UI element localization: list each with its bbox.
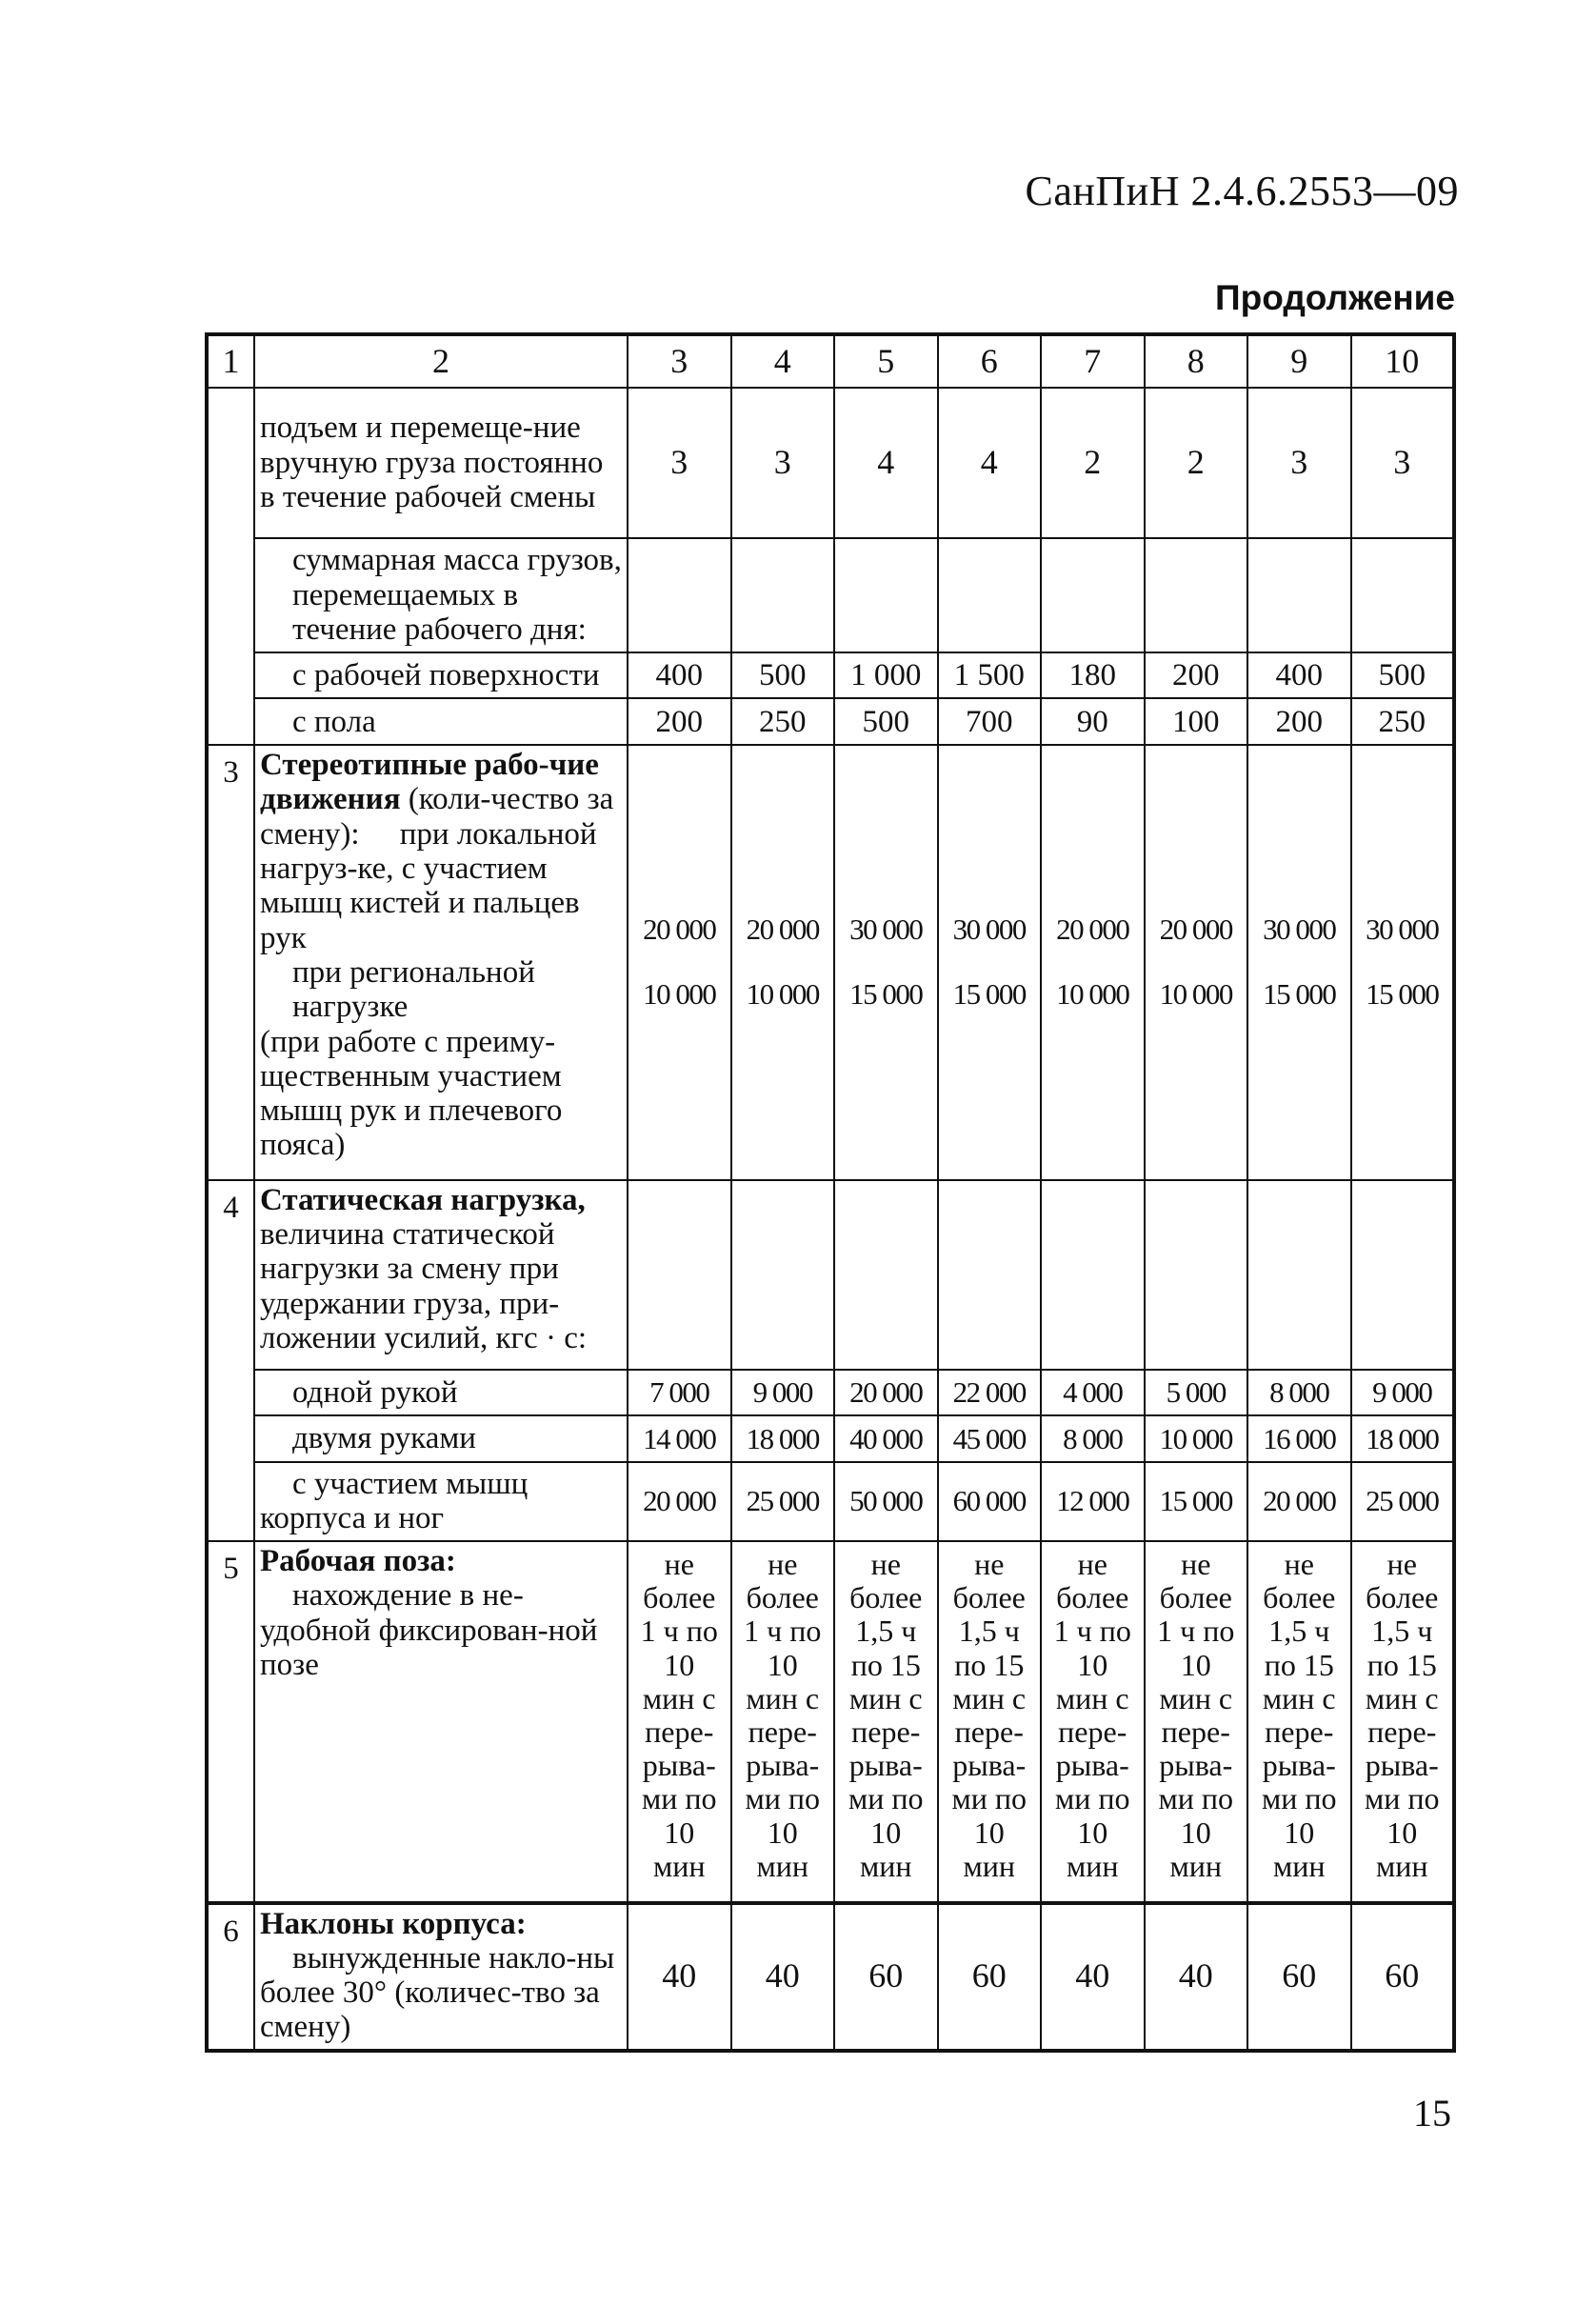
- table-cell: [1351, 745, 1455, 1180]
- column-number: 1: [207, 334, 254, 388]
- local-value: 30 000: [952, 912, 1026, 947]
- column-number: 5: [834, 334, 938, 388]
- table-row: [207, 1370, 1454, 1416]
- table-row: [207, 1903, 1454, 2052]
- column-number: 2: [254, 334, 628, 388]
- local-value: 30 000: [1263, 912, 1336, 947]
- table-cell: [938, 745, 1042, 1180]
- table-row: [207, 1462, 1454, 1541]
- table-row: [207, 652, 1454, 699]
- table-cell: 4: [834, 388, 938, 538]
- row-label: [254, 652, 628, 699]
- table-cell: 20 000: [834, 1370, 938, 1416]
- table-cell: 3: [731, 388, 835, 538]
- column-number: 4: [731, 334, 835, 388]
- table-cell: 60: [1247, 1903, 1351, 2052]
- row-label-text: двумя руками: [292, 1421, 476, 1456]
- local-load-label: при локальной нагруз-ке, с участием мышц кистей и пальцев рук: [260, 816, 597, 955]
- column-number: 10: [1351, 334, 1455, 388]
- table-cell: 22 000: [938, 1370, 1042, 1416]
- table-cell: 9 000: [1351, 1370, 1455, 1416]
- row-label: [254, 1462, 628, 1541]
- column-number: 8: [1145, 334, 1248, 388]
- table-cell: 40: [731, 1903, 835, 2052]
- row-label-text: суммарная масса грузов, перемещаемых в течение рабочего дня:: [292, 543, 622, 648]
- regional-value: 15 000: [952, 977, 1026, 1012]
- table-cell: 700: [938, 698, 1042, 745]
- table-cell: 14 000: [628, 1415, 731, 1462]
- column-number: 7: [1041, 334, 1145, 388]
- local-value: 20 000: [1056, 912, 1129, 947]
- table-cell: 25 000: [1351, 1462, 1455, 1541]
- table-cell: 18 000: [1351, 1415, 1455, 1462]
- table-cell: [1247, 745, 1351, 1180]
- table-row: [207, 745, 1454, 1180]
- table-cell: 25 000: [731, 1462, 835, 1541]
- table-cell: 20 000: [628, 1462, 731, 1541]
- row-label-text: нахождение в не-удобной фиксирован-ной позе: [260, 1578, 598, 1682]
- table-cell: 40 000: [834, 1415, 938, 1462]
- row-label: [254, 1903, 628, 2052]
- table-cell: 16 000: [1247, 1415, 1351, 1462]
- table-cell: 100: [1145, 698, 1248, 745]
- table-cell: [1041, 745, 1145, 1180]
- regional-load-note: (при работе с преиму-щественным участием мышц рук и плечевого пояса): [260, 1024, 563, 1163]
- row-label-text: с участием мышц корпуса и ног: [260, 1467, 529, 1536]
- table-cell: 2: [1145, 388, 1248, 538]
- table-cell: 90: [1041, 698, 1145, 745]
- continuation-label: Продолжение: [1215, 278, 1455, 317]
- row-label-text: одной рукой: [292, 1374, 458, 1410]
- table-cell: 3: [628, 388, 731, 538]
- row-number: 4: [207, 1180, 254, 1541]
- row-title: Статическая нагрузка,: [260, 1182, 586, 1217]
- table-row: [207, 1180, 1454, 1370]
- document-code: СанПиН 2.4.6.2553—09: [1025, 168, 1459, 214]
- local-value: 30 000: [849, 912, 923, 947]
- norms-table: [205, 332, 1456, 2053]
- column-number-row: [207, 334, 1454, 388]
- row-label: [254, 1180, 628, 1370]
- pose-cell: не более 1,5 ч по 15 мин с пере- рыва- ми по 10 мин: [938, 1541, 1042, 1902]
- row-label: [254, 745, 628, 1180]
- row-title: Наклоны корпуса:: [260, 1906, 527, 1941]
- column-number: 3: [628, 334, 731, 388]
- local-value: 20 000: [643, 912, 716, 947]
- table-row: [207, 1415, 1454, 1462]
- table-cell: 200: [628, 698, 731, 745]
- column-number: 6: [938, 334, 1042, 388]
- table-cell: 180: [1041, 652, 1145, 699]
- table-cell: 5 000: [1145, 1370, 1248, 1416]
- local-value: 20 000: [746, 912, 819, 947]
- table-cell: 4: [938, 388, 1042, 538]
- table-cell: 2: [1041, 388, 1145, 538]
- row-title-rest: (коли-чество за смену):: [260, 782, 614, 852]
- table-cell: 200: [1145, 652, 1248, 699]
- row-label: подъем и перемеще-ние вручную груза постоянно в течение рабочей смены: [254, 388, 628, 538]
- table-cell: 250: [731, 698, 835, 745]
- column-number: 9: [1247, 334, 1351, 388]
- table-cell: [731, 745, 835, 1180]
- table-cell: [1145, 745, 1248, 1180]
- table-cell: 45 000: [938, 1415, 1042, 1462]
- regional-value: 10 000: [1056, 977, 1129, 1012]
- regional-load-label: при региональной нагрузке: [292, 954, 535, 1025]
- table-cell: 40: [1041, 1903, 1145, 2052]
- row-label: [254, 1370, 628, 1416]
- local-value: 30 000: [1366, 912, 1439, 947]
- table-row: [207, 538, 1454, 652]
- row-label: [254, 698, 628, 745]
- row-number-cell: [207, 388, 254, 745]
- pose-cell: не более 1 ч по 10 мин с пере- рыва- ми по 10 мин: [1041, 1541, 1145, 1902]
- table-cell: 10 000: [1145, 1415, 1248, 1462]
- table-cell: 200: [1247, 698, 1351, 745]
- table-cell: 3: [1351, 388, 1455, 538]
- table-cell: 400: [1247, 652, 1351, 699]
- table-cell: 500: [731, 652, 835, 699]
- pose-cell: не более 1 ч по 10 мин с пере- рыва- ми по 10 мин: [731, 1541, 835, 1902]
- row-label-text: вынужденные накло-ны более 30° (количес-тво за смену): [260, 1940, 615, 2045]
- row-number: 3: [207, 745, 254, 1180]
- pose-cell: не более 1 ч по 10 мин с пере- рыва- ми по 10 мин: [628, 1541, 731, 1902]
- table-cell: 4 000: [1041, 1370, 1145, 1416]
- table-cell: 250: [1351, 698, 1455, 745]
- regional-value: 15 000: [849, 977, 923, 1012]
- table-cell: 15 000: [1145, 1462, 1248, 1541]
- row-label: [254, 1541, 628, 1902]
- page-number: 15: [1413, 2092, 1451, 2135]
- pose-cell: не более 1,5 ч по 15 мин с пере- рыва- ми по 10 мин: [834, 1541, 938, 1902]
- table-cell: [834, 745, 938, 1180]
- table-cell: 8 000: [1247, 1370, 1351, 1416]
- table-row: [207, 388, 1454, 538]
- table-cell: 40: [628, 1903, 731, 2052]
- table-cell: 400: [628, 652, 731, 699]
- row-label: [254, 1415, 628, 1462]
- row-title: Рабочая поза:: [260, 1544, 456, 1579]
- table-cell: 3: [1247, 388, 1351, 538]
- table-cell: 50 000: [834, 1462, 938, 1541]
- table-cell: 60 000: [938, 1462, 1042, 1541]
- table-cell: 20 000: [1247, 1462, 1351, 1541]
- table-row: [207, 1541, 1454, 1902]
- table-cell: 8 000: [1041, 1415, 1145, 1462]
- table-cell: 18 000: [731, 1415, 835, 1462]
- pose-cell: не более 1 ч по 10 мин с пере- рыва- ми по 10 мин: [1145, 1541, 1248, 1902]
- table-cell: 1 000: [834, 652, 938, 699]
- row-label-text: с пола: [292, 704, 376, 739]
- regional-value: 15 000: [1366, 977, 1439, 1012]
- table-cell: 60: [834, 1903, 938, 2052]
- row-label-text: с рабочей поверхности: [292, 657, 600, 692]
- table-cell: 40: [1145, 1903, 1248, 2052]
- row-label: [254, 538, 628, 652]
- table-cell: 12 000: [1041, 1462, 1145, 1541]
- pose-cell: не более 1,5 ч по 15 мин с пере- рыва- ми по 10 мин: [1247, 1541, 1351, 1902]
- local-value: 20 000: [1159, 912, 1232, 947]
- table-cell: 500: [834, 698, 938, 745]
- table-cell: 7 000: [628, 1370, 731, 1416]
- row-title-rest: величина статической нагрузки за смену при удержании груза, при-ложении усилий, кгс · с:: [260, 1216, 588, 1355]
- table-cell: 60: [938, 1903, 1042, 2052]
- regional-value: 10 000: [746, 977, 819, 1012]
- table-cell: 1 500: [938, 652, 1042, 699]
- pose-cell: не более 1,5 ч по 15 мин с пере- рыва- ми по 10 мин: [1351, 1541, 1455, 1902]
- row-number: 6: [207, 1903, 254, 2052]
- regional-value: 15 000: [1263, 977, 1336, 1012]
- table-cell: 500: [1351, 652, 1455, 699]
- table-row: [207, 698, 1454, 745]
- row-number: 5: [207, 1541, 254, 1902]
- row-title: Стереотипные рабо-чие движения: [260, 748, 599, 817]
- regional-value: 10 000: [1159, 977, 1232, 1012]
- table-cell: [628, 745, 731, 1180]
- table-cell: 9 000: [731, 1370, 835, 1416]
- table-cell: 60: [1351, 1903, 1455, 2052]
- regional-value: 10 000: [643, 977, 716, 1012]
